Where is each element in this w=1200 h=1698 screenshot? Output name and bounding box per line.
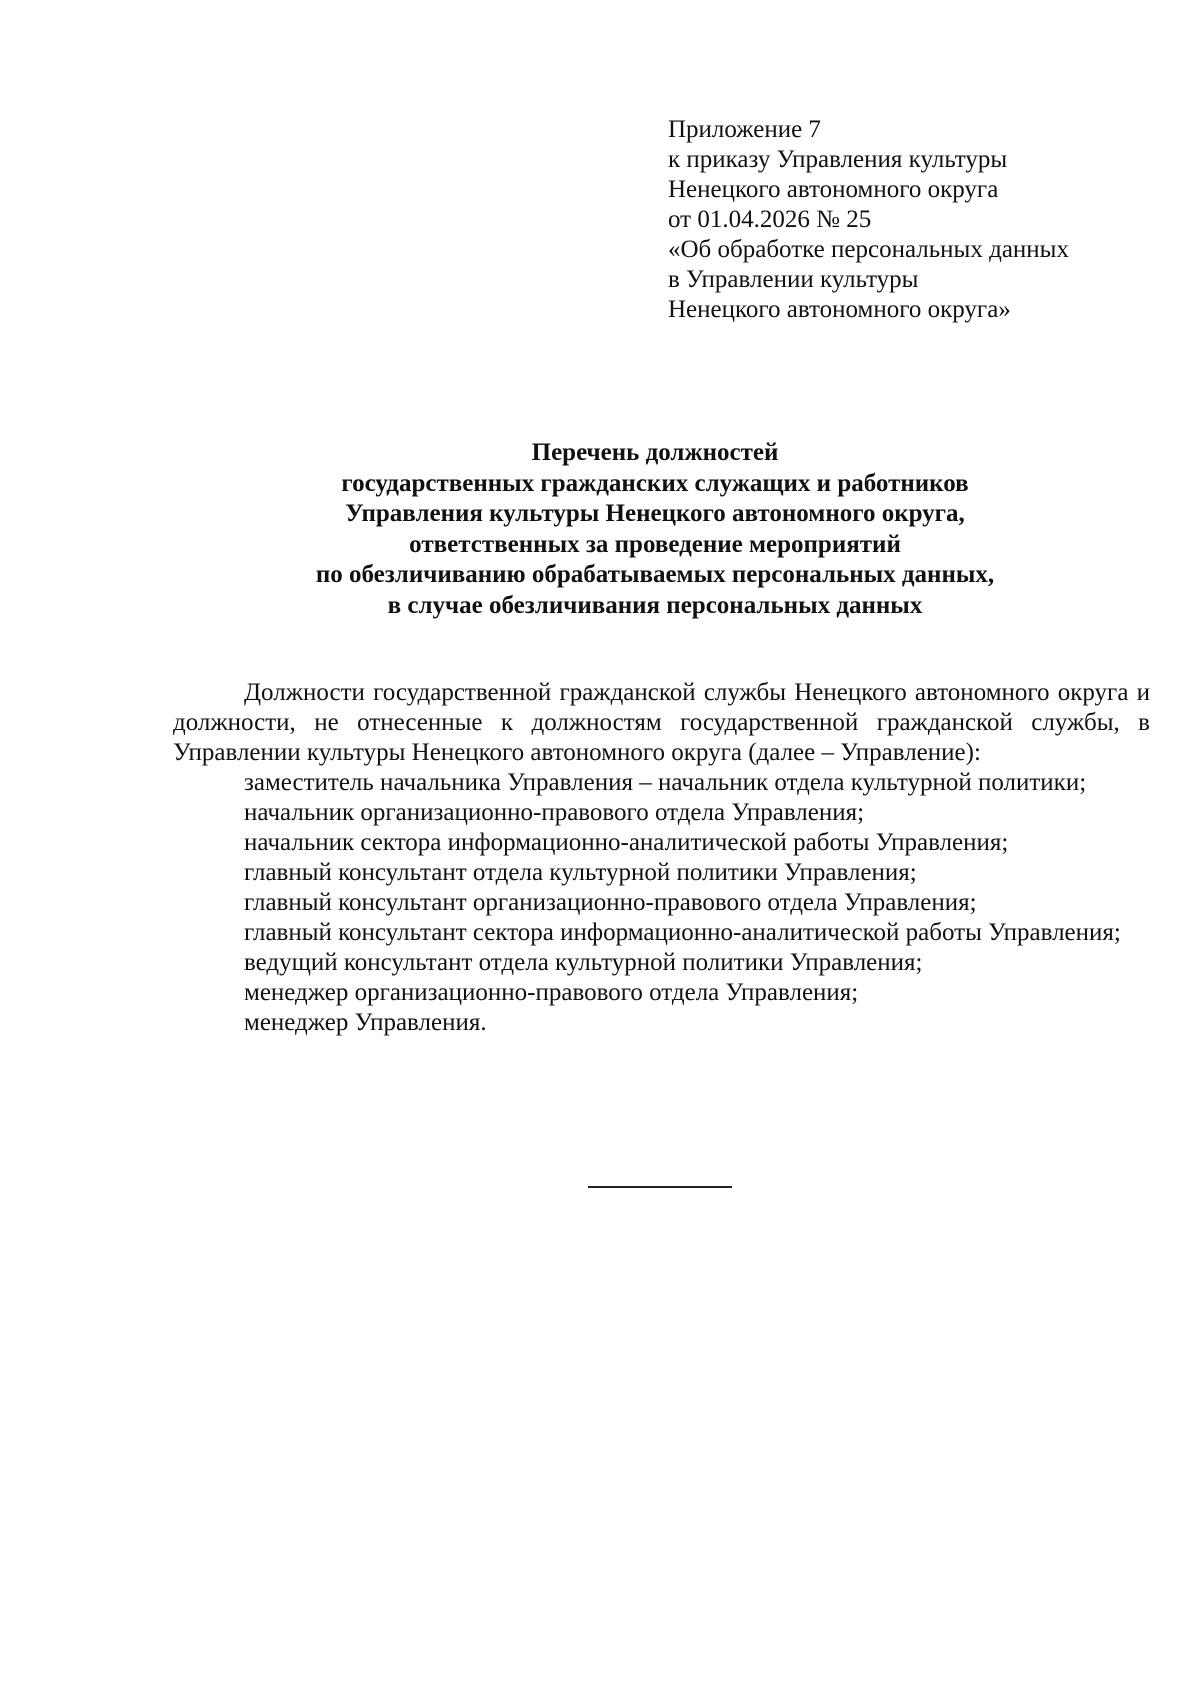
title-line: государственных гражданских служащих и работников <box>341 469 969 497</box>
intro-paragraph: Должности государственной гражданской службы Ненецкого автономного округа и должности, не отнесенные к должностям государственной гражданской службы, в Управлении культуры Ненецкого автономного округа (далее – Управление): <box>173 679 1150 766</box>
title-line: ответственных за проведение мероприятий <box>409 530 901 558</box>
position-list-item: менеджер организационно-правового отдела Управления; <box>244 979 859 1006</box>
appendix-line: к приказу Управления культуры <box>668 146 1008 173</box>
title-line: Управления культуры Ненецкого автономного округа, <box>345 500 965 527</box>
position-list-item: главный консультант организационно-правового отдела Управления; <box>244 889 977 916</box>
position-list-item: главный консультант отдела культурной политики Управления; <box>244 859 917 886</box>
appendix-line: Ненецкого автономного округа» <box>668 296 1011 323</box>
closing-divider-line <box>588 1186 732 1188</box>
position-list-item: начальник организационно-правового отдела Управления; <box>244 799 865 826</box>
position-list-item: начальник сектора информационно-аналитической работы Управления; <box>244 829 1009 856</box>
position-list-item: заместитель начальника Управления – начальник отдела культурной политики; <box>244 769 1087 796</box>
appendix-header <box>668 115 1168 325</box>
document-title <box>160 438 1150 621</box>
appendix-line: от 01.04.2026 № 25 <box>668 206 872 233</box>
appendix-line: в Управлении культуры <box>668 266 919 293</box>
title-line: по обезличиванию обрабатываемых персональных данных, <box>315 561 995 588</box>
position-list-item: главный консультант сектора информационно-аналитической работы Управления; <box>244 919 1121 946</box>
appendix-line: Приложение 7 <box>668 116 821 143</box>
title-line: Перечень должностей <box>531 439 779 466</box>
appendix-line: «Об обработке персональных данных <box>668 236 1069 263</box>
position-list-item: менеджер Управления. <box>244 1009 487 1036</box>
position-list-item: ведущий консультант отдела культурной политики Управления; <box>244 949 923 976</box>
document-body <box>173 678 1150 1038</box>
appendix-line: Ненецкого автономного округа <box>668 176 999 203</box>
title-line: в случае обезличивания персональных данных <box>387 591 923 619</box>
